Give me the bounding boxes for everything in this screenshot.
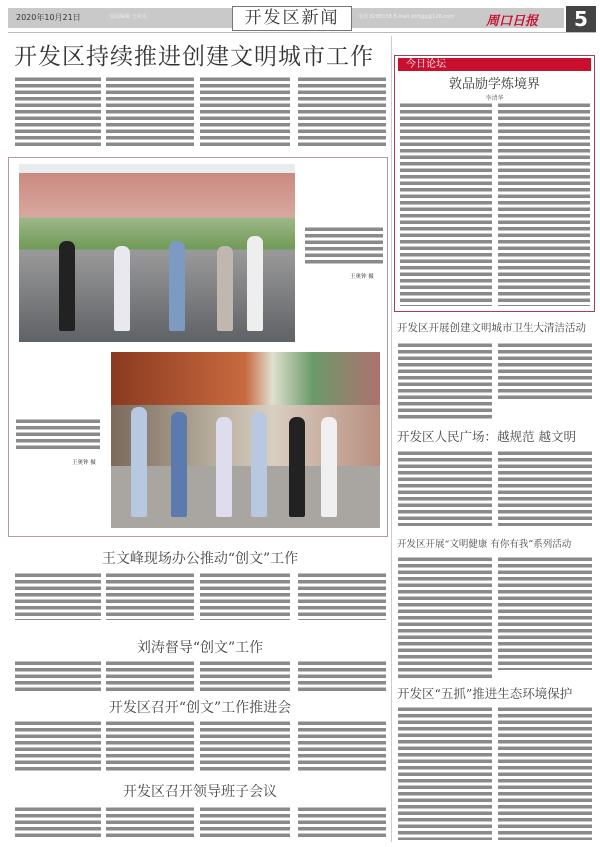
story-body: [200, 660, 290, 692]
photo-caption: [16, 418, 100, 452]
right-story-headline: 开发区开展“文明健康 有你有我”系列活动: [397, 539, 572, 550]
story-body: [398, 706, 492, 840]
left-story-headline: 开发区召开领导班子会议: [123, 784, 277, 800]
right-story-headline: 开发区“五抓”推进生态环境保护: [397, 686, 573, 701]
story-body: [498, 556, 592, 670]
story-body: [498, 342, 592, 400]
story-body: [106, 720, 194, 772]
forum-body: [498, 102, 590, 306]
forum-body: [400, 102, 492, 306]
story-body: [298, 720, 386, 772]
header-divider: [8, 32, 596, 33]
photo-credit: 王奥钟 摄: [72, 460, 96, 466]
story-body: [15, 806, 101, 840]
column-divider: [391, 36, 392, 842]
photo-credit: 王奥钟 摄: [350, 274, 374, 280]
story-body: [106, 572, 194, 620]
photo-site-inspection: [19, 164, 295, 342]
forum-title: 敦品励学炼境界: [448, 77, 540, 92]
left-story-headline: 开发区召开“创文”工作推进会: [108, 700, 292, 716]
newspaper-logo: 周口日报: [486, 14, 539, 29]
story-body: [498, 450, 592, 526]
left-story-headline: 王文峰现场办公推动“创文”工作: [101, 551, 299, 567]
story-body: [106, 660, 194, 692]
main-story-body: [298, 76, 386, 148]
main-story-body: [106, 76, 194, 148]
story-body: [106, 806, 194, 840]
story-body: [200, 720, 290, 772]
main-headline: 开发区持续推进创建文明城市工作: [14, 44, 374, 70]
forum-author: 李清华: [485, 95, 504, 102]
story-body: [298, 572, 386, 620]
story-body: [15, 660, 101, 692]
right-story-headline: 开发区开展创建文明城市卫生大清洁活动: [397, 322, 586, 334]
story-body: [398, 342, 492, 420]
story-body: [498, 706, 592, 840]
story-body: [200, 572, 290, 620]
photo-caption: [305, 226, 383, 266]
page-number: 5: [566, 6, 596, 32]
contact-info: 电话 8288158 E-mail zkrbjjg@126.com: [358, 14, 455, 20]
story-body: [15, 572, 101, 620]
main-story-body: [15, 76, 101, 148]
issue-date: 2020年10月21日: [16, 13, 81, 22]
page-editor: 版面编辑 王荣禾: [110, 14, 147, 20]
story-body: [298, 660, 386, 692]
story-body: [398, 556, 492, 678]
photo-safety-inspection: [111, 352, 380, 528]
left-story-headline: 刘涛督导“创文”工作: [136, 640, 264, 656]
story-body: [200, 806, 290, 840]
main-story-body: [200, 76, 290, 148]
story-body: [298, 806, 386, 840]
story-body: [15, 720, 101, 772]
right-story-headline: 开发区人民广场：越规范 越文明: [397, 429, 576, 444]
section-title: 开发区新闻: [232, 6, 352, 31]
forum-label: 今日论坛: [398, 58, 591, 71]
story-body: [398, 450, 492, 526]
